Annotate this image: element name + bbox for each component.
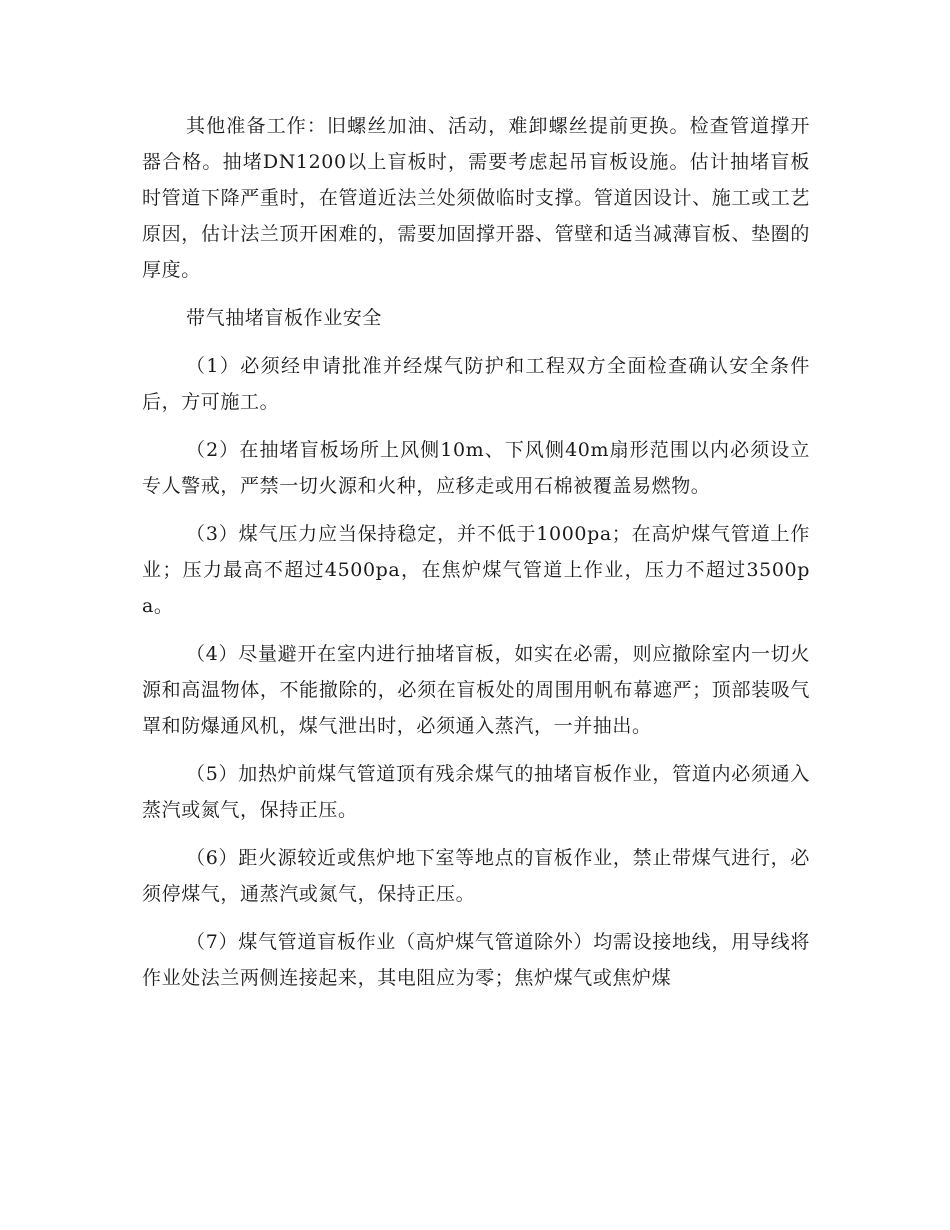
section-heading: 带气抽堵盲板作业安全 <box>186 307 383 329</box>
paragraph-item-7: （7）煤气管道盲板作业（高炉煤气管道除外）均需设接地线，用导线将作业处法兰两侧连接起来，其电阻应为零；焦炉煤气或焦炉煤 <box>142 931 810 989</box>
paragraph-item-1: （1）必须经申请批准并经煤气防护和工程双方全面检查确认安全条件后，方可施工。 <box>142 355 810 413</box>
paragraph-preparation: 其他准备工作：旧螺丝加油、活动，难卸螺丝提前更换。检查管道撑开器合格。抽堵DN1200以上盲板时，需要考虑起吊盲板设施。估计抽堵盲板时管道下降严重时，在管道近法兰处须做临时支撑。管道因设计、施工或工艺原因，估计法兰顶开困难的，需要加固撑开器、管壁和适当减薄盲板、垫圈的厚度。 <box>142 115 810 281</box>
paragraph-item-3: （3）煤气压力应当保持稳定，并不低于1000pa；在高炉煤气管道上作业；压力最高不超过4500pa，在焦炉煤气管道上作业，压力不超过3500pa。 <box>142 523 810 617</box>
document-body <box>142 108 810 1008</box>
paragraph-item-4: （4）尽量避开在室内进行抽堵盲板，如实在必需，则应撤除室内一切火源和高温物体，不能撤除的，必须在盲板处的周围用帆布幕遮严；顶部装吸气罩和防爆通风机，煤气泄出时，必须通入蒸汽，一并抽出。 <box>142 643 810 737</box>
paragraph-item-6: （6）距火源较近或焦炉地下室等地点的盲板作业，禁止带煤气进行，必须停煤气，通蒸汽或氮气，保持正压。 <box>142 847 810 905</box>
paragraph-item-5: （5）加热炉前煤气管道顶有残余煤气的抽堵盲板作业，管道内必须通入蒸汽或氮气，保持正压。 <box>142 763 810 821</box>
paragraph-item-2: （2）在抽堵盲板场所上风侧10m、下风侧40m扇形范围以内必须设立专人警戒，严禁一切火源和火种，应移走或用石棉被覆盖易燃物。 <box>142 439 810 497</box>
